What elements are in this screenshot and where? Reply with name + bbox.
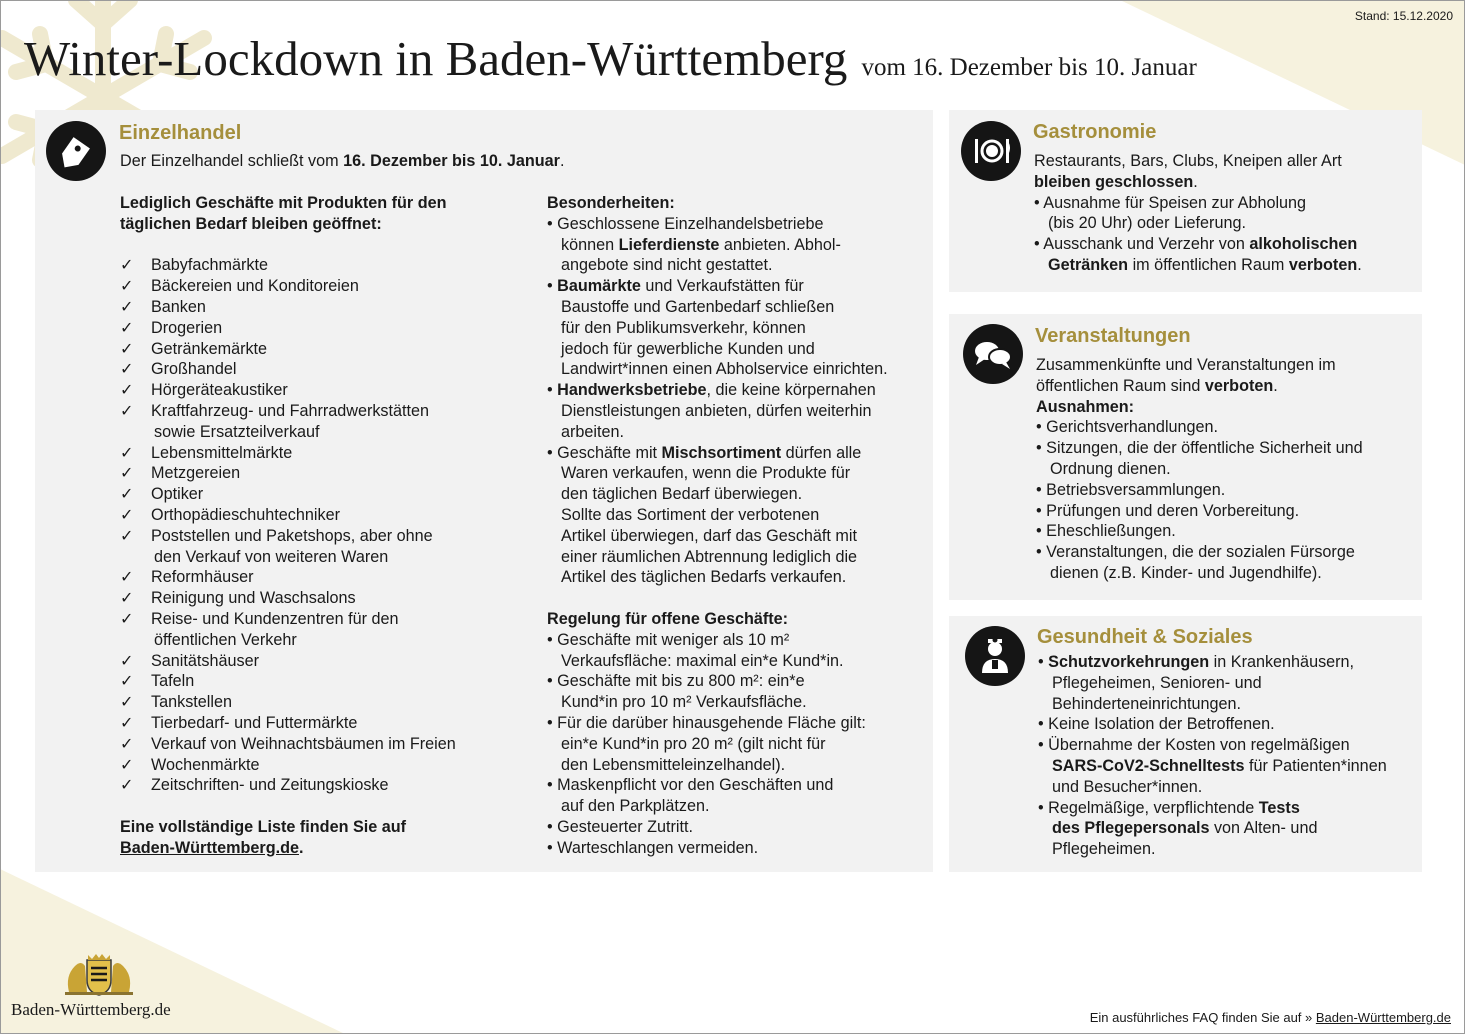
full-list-note: Eine vollständige Liste finden Sie auf Baden-Württemberg.de. <box>120 817 407 857</box>
intro-dates: 16. Dezember bis 10. Januar <box>343 152 560 170</box>
open-store-item: ✓ Poststellen und Paketshops, aber ohne <box>120 526 433 545</box>
gesundheit-bullet: • Schutzvorkehrungen in Krankenhäusern, Pflegeheimen, Senioren- und Behinderteneinrichtungen. <box>1038 653 1355 713</box>
checkmark-icon: ✓ <box>120 318 134 337</box>
bullet-item: • Eheschließungen. <box>1036 522 1176 541</box>
checkmark-icon: ✓ <box>120 589 134 608</box>
checkmark-icon: ✓ <box>120 651 134 670</box>
logo-text: Baden-Württemberg.de <box>11 1000 171 1019</box>
checkmark-icon: ✓ <box>120 443 134 462</box>
open-store-item: ✓ Optiker <box>120 485 204 504</box>
open-store-item: ✓ Orthopädieschuhtechniker <box>120 505 340 524</box>
open-store-item: ✓ Drogerien <box>120 318 223 337</box>
open-stores-heading: Lediglich Geschäfte mit Produkten für den täglichen Bedarf bleiben geöffnet: <box>120 194 447 233</box>
einzelhandel-intro <box>120 151 564 172</box>
open-stores-column <box>120 193 456 859</box>
checkmark-icon: ✓ <box>120 505 134 524</box>
full-list-link[interactable]: Baden-Württemberg.de <box>120 838 299 857</box>
open-store-item: ✓ Getränkemärkte <box>120 339 268 358</box>
date-stamp: Stand: 15.12.2020 <box>1354 9 1453 23</box>
veranstaltungen-panel <box>949 314 1422 600</box>
faq-link[interactable]: Baden-Württemberg.de <box>1315 1010 1451 1025</box>
open-store-item: ✓ Bäckereien und Konditoreien <box>120 277 359 296</box>
checkmark-icon: ✓ <box>120 672 134 691</box>
bullet-item: • Warteschlangen vermeiden. <box>547 838 759 857</box>
faq-note: Ein ausführliches FAQ finden Sie auf » Baden-Württemberg.de <box>1089 1010 1451 1025</box>
state-logo[interactable] <box>11 952 191 1020</box>
open-store-item-continuation: öffentlichen Verkehr <box>154 630 297 649</box>
besonderheit-item: • Handwerksbetriebe, die keine körpernahen Dienstleistungen anbieten, dürfen weiterhin arbeiten. <box>547 381 876 441</box>
checkmark-icon: ✓ <box>120 568 134 587</box>
ausnahmen-list <box>1036 417 1363 583</box>
open-store-item: ✓ Tafeln <box>120 672 195 691</box>
bullet-item: • Gerichtsverhandlungen. <box>1036 418 1219 437</box>
coat-of-arms-icon <box>61 952 137 996</box>
open-store-item: ✓ Tankstellen <box>120 693 232 712</box>
checkmark-icon: ✓ <box>120 297 134 316</box>
plate-cutlery-icon <box>961 121 1021 181</box>
bullet-item: • Veranstaltungen, die der sozialen Fürsorge dienen (z.B. Kinder- und Jugendhilfe). <box>1036 543 1355 582</box>
open-store-item: ✓ Reise- und Kundenzentren für den <box>120 609 399 628</box>
open-store-item-continuation: sowie Ersatzteilverkauf <box>154 422 320 441</box>
checkmark-icon: ✓ <box>120 776 134 795</box>
doctor-icon <box>965 626 1025 686</box>
besonderheiten-heading: Besonderheiten: <box>547 194 675 212</box>
checkmark-icon: ✓ <box>120 485 134 504</box>
open-store-item: ✓ Zeitschriften- und Zeitungskioske <box>120 776 389 795</box>
regelung-list <box>547 630 888 859</box>
bullet-item: • Gesteuerter Zutritt. <box>547 817 694 836</box>
besonderheit-item: • Geschlossene Einzelhandelsbetriebe können Lieferdienste anbieten. Abhol- angebote sind nicht gestattet. <box>547 214 841 275</box>
einzelhandel-panel <box>35 110 933 872</box>
checkmark-icon: ✓ <box>120 713 134 732</box>
gesundheit-bullet: • Übernahme der Kosten von regelmäßigen SARS-CoV2-Schnelltests für Patienten*innen und Besucher*innen. <box>1038 736 1387 796</box>
regelung-heading: Regelung für offene Geschäfte: <box>547 609 789 628</box>
open-store-item: ✓ Wochenmärkte <box>120 755 260 774</box>
besonderheit-item: • Geschäfte mit Mischsortiment dürfen alle Waren verkaufen, wenn die Produkte für den täglichen Bedarf überwiegen. Sollte das Sortiment der verbotenen Artikel überwiegen, darf das Geschäft mit einer räumlichen Abtrennung lediglich die Artikel des täglichen Bedarfs verkaufen. <box>547 443 862 587</box>
bullet-item: • Geschäfte mit weniger als 10 m² Verkaufsfläche: maximal ein*e Kund*in. <box>547 630 844 670</box>
title-main: Winter-Lockdown in Baden-Württemberg <box>24 31 848 86</box>
price-tag-icon <box>46 121 106 181</box>
checkmark-icon: ✓ <box>120 755 134 774</box>
open-store-item: ✓ Tierbedarf- und Futtermärkte <box>120 713 358 732</box>
open-store-item: ✓ Kraftfahrzeug- und Fahrradwerkstätten <box>120 401 430 420</box>
open-store-item: ✓ Großhandel <box>120 360 237 379</box>
open-store-item: ✓ Metzgereien <box>120 464 241 483</box>
checkmark-icon: ✓ <box>120 464 134 483</box>
checkmark-icon: ✓ <box>120 339 134 358</box>
checkmark-icon: ✓ <box>120 693 134 712</box>
gesundheit-bullet: • Keine Isolation der Betroffenen. <box>1038 715 1275 734</box>
open-store-item: ✓ Lebensmittelmärkte <box>120 443 293 462</box>
checkmark-icon: ✓ <box>120 360 134 379</box>
gesundheit-bullet: • Regelmäßige, verpflichtende Tests des Pflegepersonals von Alten- und Pflegeheimen. <box>1038 798 1318 859</box>
checkmark-icon: ✓ <box>120 277 134 296</box>
gastronomie-heading: Gastronomie <box>1033 121 1157 143</box>
open-store-item-continuation: den Verkauf von weiteren Waren <box>154 547 389 566</box>
gastronomie-text: Restaurants, Bars, Clubs, Kneipen aller Art bleiben geschlossen. • Ausnahme für Speisen zur Abholung (bis 20 Uhr) oder Lieferung. • Ausschank und Verzehr von alkoholischen Getränken im öffentlichen Raum verboten. <box>1034 152 1362 274</box>
intro-text: Der Einzelhandel schließt vom <box>120 152 344 170</box>
einzelhandel-heading: Einzelhandel <box>119 122 242 144</box>
open-store-item: ✓ Hörgeräteakustiker <box>120 381 288 400</box>
open-store-item: ✓ Verkauf von Weihnachtsbäumen im Freien <box>120 734 456 753</box>
open-store-item: ✓ Sanitätshäuser <box>120 651 259 670</box>
bullet-item: • Geschäfte mit bis zu 800 m²: ein*e Kund*in pro 10 m² Verkaufsfläche. <box>547 672 807 712</box>
checkmark-icon: ✓ <box>120 381 134 400</box>
gesundheit-text <box>1038 652 1387 860</box>
checkmark-icon: ✓ <box>120 401 134 420</box>
ausnahmen-label: Ausnahmen: <box>1036 397 1135 416</box>
speech-bubbles-icon <box>963 324 1023 384</box>
checkmark-icon: ✓ <box>120 256 134 275</box>
title-subtitle: vom 16. Dezember bis 10. Januar <box>861 54 1197 81</box>
intro-period: . <box>559 152 565 170</box>
besonderheiten-column <box>547 193 888 859</box>
open-stores-list <box>120 255 456 796</box>
gastronomie-panel <box>949 110 1422 292</box>
gastronomie-bullet: • Ausnahme für Speisen zur Abholung (bis 20 Uhr) oder Lieferung. <box>1034 193 1307 233</box>
page-title <box>24 30 1197 87</box>
gastronomie-bullet: • Ausschank und Verzehr von alkoholischen Getränken im öffentlichen Raum verboten. <box>1034 235 1362 274</box>
open-store-item: ✓ Reinigung und Waschsalons <box>120 589 356 608</box>
gesundheit-panel <box>949 616 1422 872</box>
besonderheit-item: • Baumärkte und Verkaufstätten für Baustoffe und Gartenbedarf schließen für den Publikumsverkehr, können jedoch für gewerbliche Kunden und Landwirt*innen einen Abholservice einrichten. <box>547 277 888 379</box>
gesundheit-heading: Gesundheit & Soziales <box>1037 626 1253 648</box>
bullet-item: • Für die darüber hinausgehende Fläche gilt: ein*e Kund*in pro 20 m² (gilt nicht für den Lebensmitteleinzelhandel). <box>547 713 866 774</box>
checkmark-icon: ✓ <box>120 526 134 545</box>
open-store-item: ✓ Banken <box>120 297 206 316</box>
veranstaltungen-text: Zusammenkünfte und Veranstaltungen im öffentlichen Raum sind verboten. Ausnahmen: • Gerichtsverhandlungen. • Sitzungen, die der öffentliche Sicherheit und Ordnung dienen. • Betriebsversammlungen. • Prüfungen und deren Vorbereitung. • Eheschließungen. • Veranstaltungen, die der sozialen Fürsorge dienen (z.B. Kinder- und Jugendhilfe). <box>1036 356 1363 582</box>
veranstaltungen-heading: Veranstaltungen <box>1035 325 1191 347</box>
bullet-item: • Betriebsversammlungen. <box>1036 480 1226 499</box>
bullet-item: • Prüfungen und deren Vorbereitung. <box>1036 501 1300 520</box>
open-store-item: ✓ Reformhäuser <box>120 568 254 587</box>
checkmark-icon: ✓ <box>120 609 134 628</box>
bullet-item: • Maskenpflicht vor den Geschäften und auf den Parkplätzen. <box>547 776 834 816</box>
open-store-item: ✓ Babyfachmärkte <box>120 256 268 275</box>
checkmark-icon: ✓ <box>120 734 134 753</box>
bullet-item: • Sitzungen, die der öffentliche Sicherheit und Ordnung dienen. <box>1036 439 1363 478</box>
